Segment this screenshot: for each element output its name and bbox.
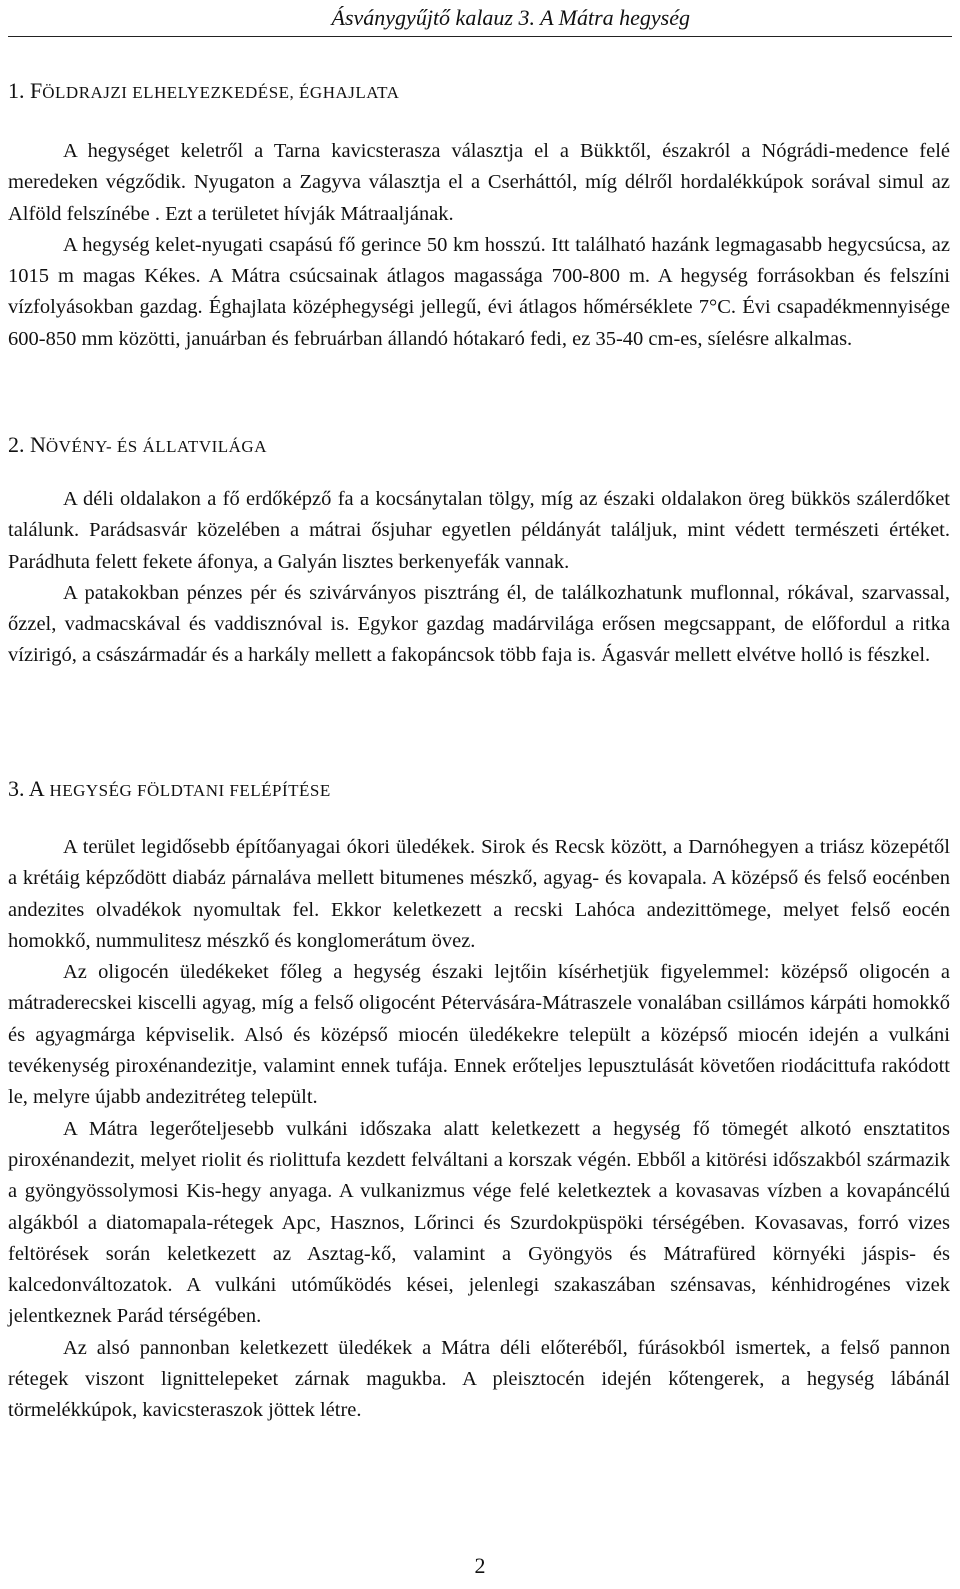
section-3-body	[8, 832, 950, 1427]
section-1-title-rest: ÖLDRAJZI ELHELYEZKEDÉSE, ÉGHAJLATA	[42, 83, 400, 102]
section-2-title	[8, 432, 908, 460]
section-1-number: 1.	[8, 78, 25, 103]
section-2-paragraph-1: A déli oldalakon a fő erdőképző fa a kocsánytalan tölgy, míg az északi oldalakon öreg bükkös szálerdőket találunk. Parádsasvár közelében a mátrai ősjuhar egyetlen példányát találjuk, mint védett természeti értéket. Parádhuta felett fekete áfonya, a Galyán lisztes berkenyefák vannak.	[8, 488, 950, 573]
section-2-paragraph-2: A patakokban pénzes pér és szivárványos pisztráng él, de találkozhatunk muflonnal, rókával, szarvassal, őzzel, vadmacskával és vaddisznóval is. Egykor gazdag madárvilága erősen megcsappant, de előfordul a ritka vízirigó, a császármadár és a harkály mellett a fakopáncsok több faja is. Ágasvár mellett elvétve holló is fészkel.	[8, 581, 950, 667]
section-3-paragraph-1: A terület legidősebb építőanyagai ókori üledékek. Sirok és Recsk között, a Darnóhegyen a triász közepétől a krétáig képződött diabáz párnaláva mellett bitumenes mészkő, agyag- és kovapala. A középső és felső eocénben andezites olvadékok nyomultak fel. Ekkor keletkezett a recski Lahóca andezittömege, melyet felső eocén homokkő, nummulitesz mészkő és konglomerátum övez.	[8, 836, 950, 952]
section-1-paragraph-1: A hegységet keletről a Tarna kavicsteraszа választja el a Bükktől, északról a Nógrádi-medence felé meredeken végződik. Nyugaton a Zagyva választja el a Cserháttól, míg délről hordalékkúpok sorával simul az Alföld felszínébe . Ezt a területet hívják Mátraaljának.	[8, 140, 950, 225]
section-2-body	[8, 484, 950, 672]
section-1-title	[8, 78, 908, 106]
section-3-title-rest: HEGYSÉG FÖLDTANI FELÉPÍTÉSE	[44, 781, 331, 800]
running-title: Ásványgyűjtő kalauz 3. A Mátra hegység	[331, 5, 690, 30]
section-2-initial: N	[30, 432, 46, 457]
section-3-paragraph-3: A Mátra legerőteljesebb vulkáni időszaka alatt keletkezett a hegység fő tömegét alkotó ensztatitos piroxénandezit, melyet riolit és riolittufa kezdett felváltani a korszak végén. Ebből a kitörési időszakból származik a gyöngyössolymosi Kis-hegy anyaga. A vulkanizmus vége felé keletkeztek a kovasavas vízben a kovapáncélú algákból a diatomapala-rétegek Apc, Hasznos, Lőrinci és Szurdokpüspöki térségében. Kovasavas, forró vizes feltörések során keletkezett az Asztag-kő, valamint a Gyöngyös és Mátrafüred környéki jáspis- és kalcedonváltozatok. A vulkáni utóműködés kései, jelenlegi szakaszában szénsavas, kénhidrogénes vizek jelentkeznek Parád térségében.	[8, 1117, 950, 1328]
section-1-paragraph-2: A hegység kelet-nyugati csapású fő gerince 50 km hosszú. Itt található hazánk legmagasabb hegycsúcsa, az 1015 m magas Kékes. A Mátra csúcsainak átlagos magassága 700-800 m. A hegység forrásokban és felszíni vízfolyásokban gazdag. Éghajlata középhegységi jellegű, évi átlagos hőmérséklete 7°C. Évi csapadékmennyisége 600-850 mm közötti, januárban és februárban állandó hótakaró fedi, ez 35-40 cm-es, síelésre alkalmas.	[8, 233, 950, 350]
section-3-number: 3.	[8, 776, 25, 801]
section-2-title-rest: ÖVÉNY- ÉS ÁLLATVILÁGA	[45, 437, 267, 456]
header-rule	[8, 36, 952, 37]
section-3-initial: A	[28, 776, 45, 801]
section-2-number: 2.	[8, 432, 25, 457]
section-1-body	[8, 136, 950, 355]
section-3-paragraph-2: Az oligocén üledékeket főleg a hegység északi lejtőin kísérhetjük figyelemmel: középső oligocén a mátraderecskei kiscelli agyag, míg a felső oligocént Pétervására-Mátraszele vonalában csillámos kárpáti homokkő és agyagmárga képviselik. Alsó és középső miocén üledékekre települt a középső miocén idején a vulkáni tevékenység piroxénandezitje, valamint ennek tufája. Ennek erőteljes lepusztulását követően riodácittufa rakódott le, melyre újabb andezitréteg települt.	[8, 961, 950, 1109]
section-3-title	[8, 776, 908, 804]
section-3-paragraph-4: Az alsó pannonban keletkezett üledékek a Mátra déli előteréből, fúrásokból ismertek, a felső pannon rétegek viszont lignittelepeket zárnak magukba. A pleisztocén idején kőtengerek, a hegység lábánál törmelékkúpok, kavicsteraszok jöttek létre.	[8, 1336, 950, 1422]
page-number: 2	[474, 1553, 486, 1578]
section-1-initial: F	[30, 78, 43, 103]
